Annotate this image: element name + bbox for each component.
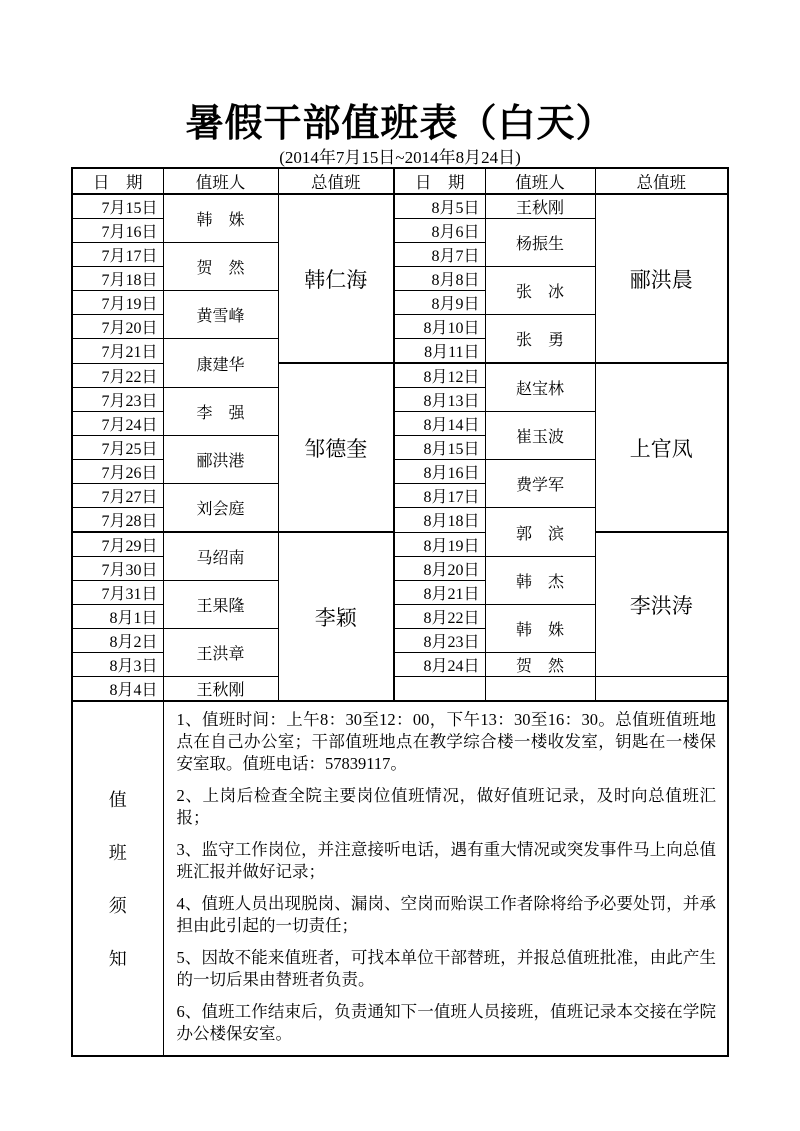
- notes-label-char: 须: [108, 896, 127, 916]
- date-cell: 8月7日: [394, 243, 485, 267]
- date-cell: 8月2日: [72, 629, 163, 653]
- date-cell: 8月18日: [394, 508, 485, 533]
- person-cell: 韩 姝: [163, 194, 278, 243]
- column-header-person-right: 值班人: [485, 168, 595, 194]
- date-cell: 8月4日: [72, 677, 163, 702]
- date-cell: 8月17日: [394, 484, 485, 508]
- column-header-date-right: 日 期: [394, 168, 485, 194]
- date-cell: 8月15日: [394, 436, 485, 460]
- date-cell: 7月17日: [72, 243, 163, 267]
- date-cell: 7月18日: [72, 267, 163, 291]
- person-cell: 韩 杰: [485, 557, 595, 605]
- person-cell: 康建华: [163, 339, 278, 388]
- date-cell: 7月26日: [72, 460, 163, 484]
- column-header-chief-left: 总值班: [278, 168, 394, 194]
- notes-section: [72, 701, 728, 1056]
- column-header-person-left: 值班人: [163, 168, 278, 194]
- chief-cell: 邹德奎: [278, 363, 394, 532]
- date-cell: 8月14日: [394, 412, 485, 436]
- header-row: [72, 168, 728, 194]
- chief-cell: 李颖: [278, 532, 394, 701]
- person-cell: 杨振生: [485, 219, 595, 267]
- person-cell: 张 冰: [485, 267, 595, 315]
- date-cell: 7月25日: [72, 436, 163, 460]
- chief-cell: 李洪涛: [595, 532, 728, 677]
- date-cell: 7月24日: [72, 412, 163, 436]
- person-cell: 刘会庭: [163, 484, 278, 533]
- date-cell: 7月27日: [72, 484, 163, 508]
- notes-label-vertical-text: [73, 786, 163, 971]
- person-cell: 郦洪港: [163, 436, 278, 484]
- person-cell: 王洪章: [163, 629, 278, 677]
- page-title: 暑假干部值班表（白天）: [185, 103, 615, 145]
- empty-chief-cell: [595, 677, 728, 702]
- notes-label-char: 值: [108, 790, 127, 810]
- note-item: 4、值班人员出现脱岗、漏岗、空岗而贻误工作者除将给予必要处罚，并承担由此引起的一切责任；: [176, 894, 716, 935]
- chief-cell: 郦洪晨: [595, 194, 728, 363]
- date-cell: 7月30日: [72, 557, 163, 581]
- date-cell: 8月10日: [394, 315, 485, 339]
- person-cell: 贺 然: [163, 243, 278, 291]
- person-cell: 王秋刚: [485, 194, 595, 219]
- date-cell: 8月12日: [394, 363, 485, 388]
- date-cell: 8月11日: [394, 339, 485, 364]
- note-item: 2、上岗后检查全院主要岗位值班情况，做好值班记录，及时向总值班汇报；: [176, 786, 716, 827]
- chief-cell: 上官凤: [595, 363, 728, 532]
- date-cell: 8月1日: [72, 605, 163, 629]
- person-cell: 李 强: [163, 388, 278, 436]
- date-cell: 7月23日: [72, 388, 163, 412]
- table-row: [72, 532, 728, 557]
- table-row: [72, 194, 728, 219]
- date-cell: 8月20日: [394, 557, 485, 581]
- date-cell: 8月22日: [394, 605, 485, 629]
- date-range-subtitle: (2014年7月15日~2014年8月24日): [279, 148, 521, 167]
- date-cell: 8月8日: [394, 267, 485, 291]
- person-cell: 黄雪峰: [163, 291, 278, 339]
- date-cell: 8月13日: [394, 388, 485, 412]
- notes-label: [72, 701, 163, 1056]
- person-cell: 贺 然: [485, 653, 595, 677]
- person-cell: 王果隆: [163, 581, 278, 629]
- date-cell: 7月31日: [72, 581, 163, 605]
- date-cell: 7月19日: [72, 291, 163, 315]
- column-header-chief-right: 总值班: [595, 168, 728, 194]
- date-cell: 7月22日: [72, 363, 163, 388]
- empty-person-cell: [485, 677, 595, 702]
- column-header-date-left: 日 期: [72, 168, 163, 194]
- date-cell: 8月16日: [394, 460, 485, 484]
- person-cell: 王秋刚: [163, 677, 278, 702]
- notes-label-char: 知: [108, 949, 127, 969]
- person-cell: 费学军: [485, 460, 595, 508]
- chief-cell: 韩仁海: [278, 194, 394, 363]
- notes-content: [163, 701, 728, 1056]
- person-cell: 郭 滨: [485, 508, 595, 557]
- person-cell: 崔玉波: [485, 412, 595, 460]
- date-cell: 8月9日: [394, 291, 485, 315]
- notes-label-char: 班: [108, 843, 127, 863]
- table-row: [72, 677, 728, 702]
- date-cell: 7月20日: [72, 315, 163, 339]
- date-cell: 8月23日: [394, 629, 485, 653]
- date-cell: 7月28日: [72, 508, 163, 533]
- date-cell: 8月19日: [394, 532, 485, 557]
- note-item: 6、值班工作结束后，负责通知下一值班人员接班，值班记录本交接在学院办公楼保安室。: [176, 1002, 716, 1043]
- date-cell: 8月6日: [394, 219, 485, 243]
- note-item: 3、监守工作岗位，并注意接听电话，遇有重大情况或突发事件马上向总值班汇报并做好记录；: [176, 840, 716, 881]
- person-cell: 张 勇: [485, 315, 595, 364]
- person-cell: 马绍南: [163, 532, 278, 581]
- duty-roster-table: [71, 167, 729, 1057]
- person-cell: 赵宝林: [485, 363, 595, 412]
- note-item: 5、因故不能来值班者，可找本单位干部替班，并报总值班批准，由此产生的一切后果由替班者负责。: [176, 948, 716, 989]
- empty-date-cell: [394, 677, 485, 702]
- date-cell: 7月29日: [72, 532, 163, 557]
- date-cell: 8月24日: [394, 653, 485, 677]
- date-cell: 7月16日: [72, 219, 163, 243]
- date-cell: 7月21日: [72, 339, 163, 364]
- date-cell: 8月5日: [394, 194, 485, 219]
- note-item: 1、值班时间：上午8：30至12：00，下午13：30至16：30。总值班值班地点在自己办公室；干部值班地点在教学综合楼一楼收发室，钥匙在一楼保安室取。值班电话：57839117。: [176, 710, 716, 773]
- date-cell: 7月15日: [72, 194, 163, 219]
- date-cell: 8月3日: [72, 653, 163, 677]
- person-cell: 韩 姝: [485, 605, 595, 653]
- date-cell: 8月21日: [394, 581, 485, 605]
